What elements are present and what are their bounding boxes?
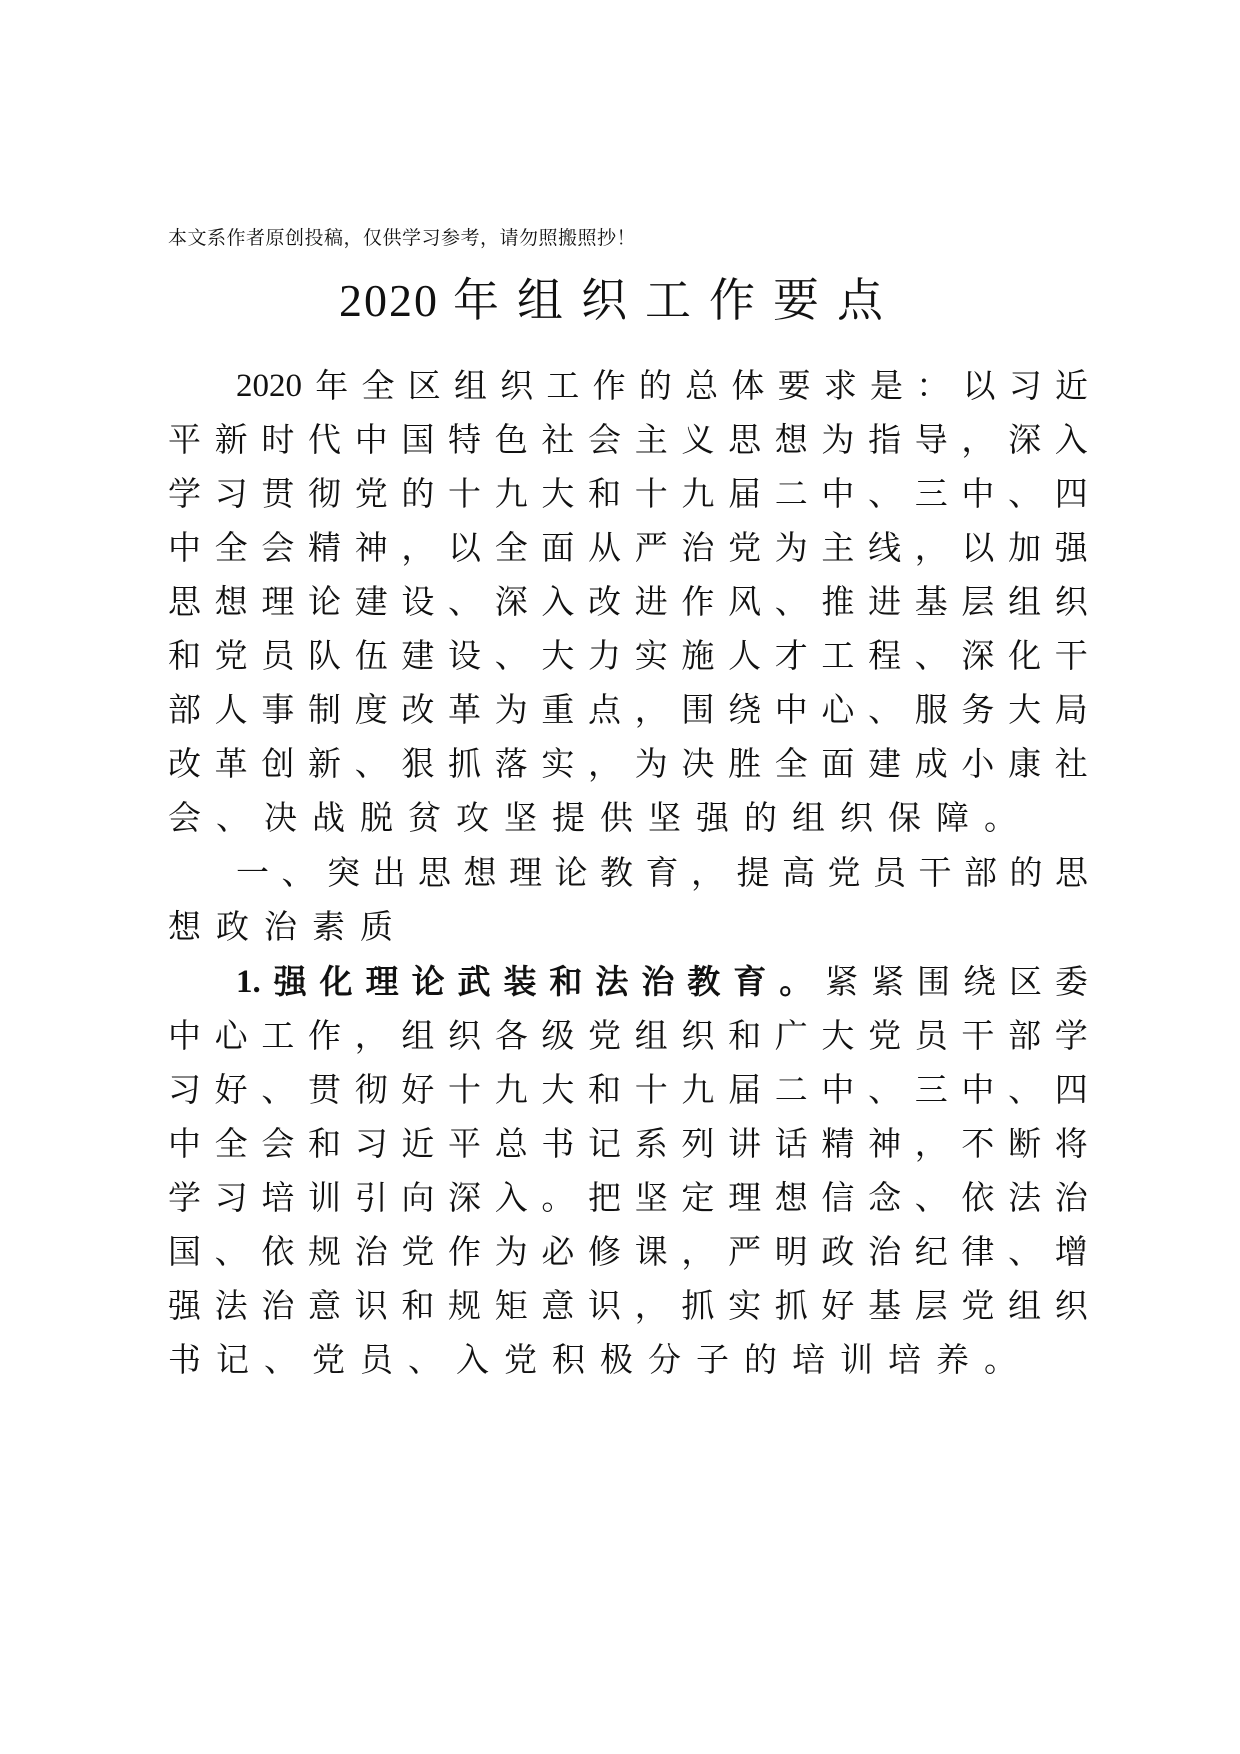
intro-paragraph-line: 中 全 会 精 神 ， 以 全 面 从 严 治 党 为 主 线 ， 以 加 强 — [168, 528, 1088, 567]
copyright-notice: 本文系作者原创投稿，仅供学习参考，请勿照搬照抄！ — [168, 227, 637, 249]
intro-paragraph-line: 思 想 理 论 建 设 、 深 入 改 进 作 风 、 推 进 基 层 组 织 — [168, 582, 1088, 621]
title-year: 2020 — [339, 275, 439, 326]
intro-paragraph-line: 部 人 事 制 度 改 革 为 重 点 ， 围 绕 中 心 、 服 务 大 局 — [168, 690, 1088, 729]
title-text: 年组织工作要点 — [453, 273, 901, 327]
section-heading-line: 想 政 治 素 质 — [168, 907, 393, 946]
intro-paragraph-line: 平 新 时 代 中 国 特 色 社 会 主 义 思 想 为 指 导 ， 深 入 — [168, 420, 1088, 459]
item-1-body-line: 学 习 培 训 引 向 深 入 。 把 坚 定 理 想 信 念 、 依 法 治 — [168, 1178, 1088, 1217]
item-1-body-line: 国 、 依 规 治 党 作 为 必 修 课 ， 严 明 政 治 纪 律 、 增 — [168, 1232, 1088, 1271]
item-1-body-line: 中 全 会 和 习 近 平 总 书 记 系 列 讲 话 精 神 ， 不 断 将 — [168, 1124, 1088, 1163]
intro-paragraph-line: 和 党 员 队 伍 建 设 、 大 力 实 施 人 才 工 程 、 深 化 干 — [168, 636, 1088, 675]
item-1-body-line: 书 记 、 党 员 、 入 党 积 极 分 子 的 培 训 培 养 。 — [168, 1340, 1017, 1379]
intro-paragraph-line: 学 习 贯 彻 党 的 十 九 大 和 十 九 届 二 中 、 三 中 、 四 — [168, 474, 1088, 513]
item-1-body-line: 中 心 工 作 ， 组 织 各 级 党 组 织 和 广 大 党 员 干 部 学 — [168, 1016, 1088, 1055]
item-1-title-line: 1. 强 化 理 论 武 装 和 法 治 教 育 。 紧 紧 围 绕 区 委 — [236, 962, 1088, 1001]
intro-paragraph-line: 会 、 决 战 脱 贫 攻 坚 提 供 坚 强 的 组 织 保 障 。 — [168, 798, 1017, 837]
intro-paragraph-line: 改 革 创 新 、 狠 抓 落 实 ， 为 决 胜 全 面 建 成 小 康 社 — [168, 744, 1088, 783]
section-heading-line: 一 、 突 出 思 想 理 论 教 育 ， 提 高 党 员 干 部 的 思 — [236, 853, 1088, 892]
item-1-body-line: 强 法 治 意 识 和 规 矩 意 识 ， 抓 实 抓 好 基 层 党 组 织 — [168, 1286, 1088, 1325]
item-1-body-line: 习 好 、 贯 彻 好 十 九 大 和 十 九 届 二 中 、 三 中 、 四 — [168, 1070, 1088, 1109]
intro-paragraph-line: 2020 年 全 区 组 织 工 作 的 总 体 要 求 是 ： 以 习 近 — [236, 366, 1088, 405]
document-title — [0, 270, 1240, 331]
